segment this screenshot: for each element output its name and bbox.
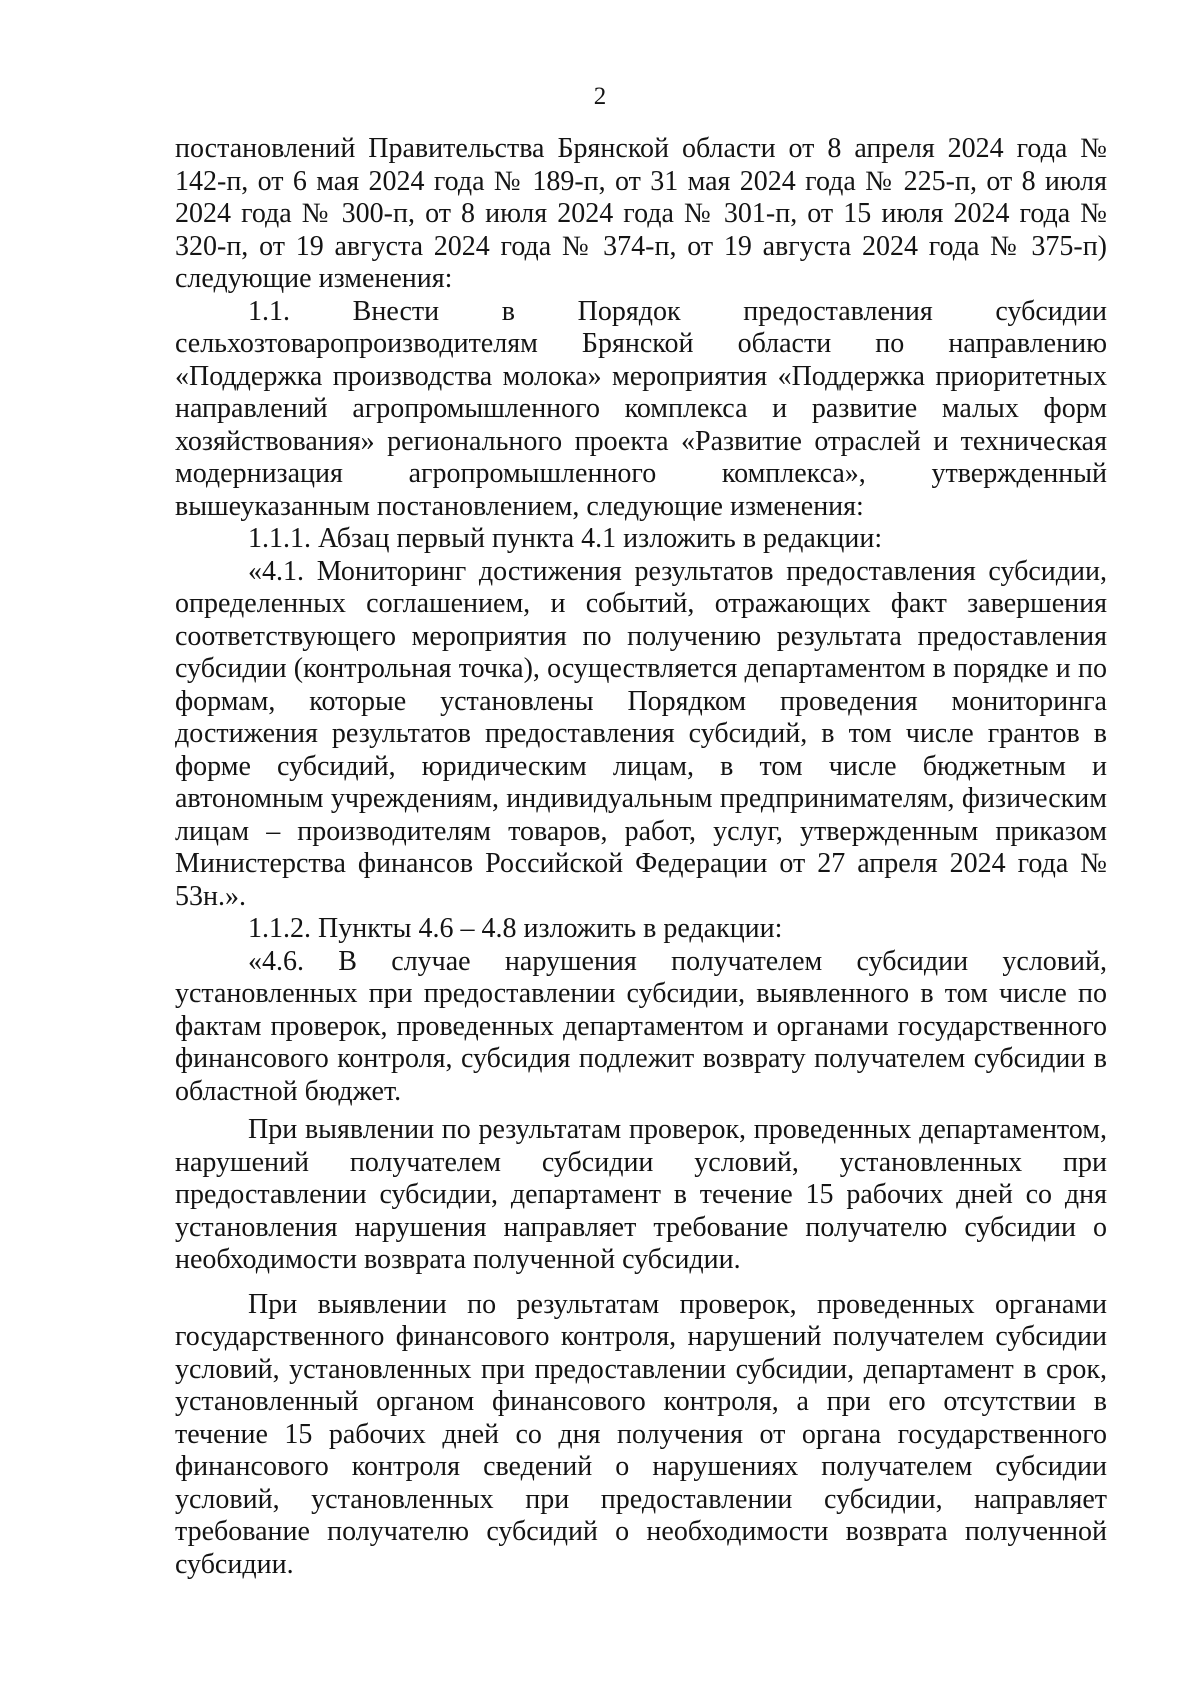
page-number: 2 [593, 83, 607, 110]
paragraph-item-4-6: «4.6. В случае нарушения получателем субсидии условий, установленных при предоставлении субсидии, выявленного в том числе по фактам проверок, проведенных департаментом и органами государственного финансового контроля, субсидия подлежит возврату получателем субсидии в областной бюджет. [175, 945, 1107, 1107]
paragraph-clause-1-1-1: 1.1.1. Абзац первый пункта 4.1 изложить в редакции: [248, 523, 883, 554]
document-body [175, 133, 1107, 1581]
paragraph-financial-control-violations: При выявлении по результатам проверок, проведенных органами государственного финансового контроля, нарушений получателем субсидии условий, установленных при предоставлении субсидии, департамент в срок, установленный органом финансового контроля, а при его отсутствии в течение 15 рабочих дней со дня получения от органа государственного финансового контроля сведений о нарушениях получателем субсидии условий, установленных при предоставлении субсидии, направляет требование получателю субсидий о необходимости возврата полученной субсидии. [175, 1288, 1107, 1580]
paragraph-clause-1-1: 1.1. Внести в Порядок предоставления субсидии сельхозтоваропроизводителям Брянской области по направлению «Поддержка производства молока» мероприятия «Поддержка приоритетных направлений агропромышленного комплекса и развитие малых форм хозяйствования» регионального проекта «Развитие отраслей и техническая модернизация агропромышленного комплекса», утвержденный вышеуказанным постановлением, следующие изменения: [175, 295, 1107, 522]
paragraph-preamble-continuation: постановлений Правительства Брянской области от 8 апреля 2024 года № 142-п, от 6 мая 2024 года № 189-п, от 31 мая 2024 года № 225-п, от 8 июля 2024 года № 300-п, от 8 июля 2024 года № 301-п, от 15 июля 2024 года № 320-п, от 19 августа 2024 года № 374-п, от 19 августа 2024 года № 375-п) следующие изменения: [175, 133, 1107, 294]
paragraph-department-violations: При выявлении по результатам проверок, проведенных департаментом, нарушений получателем субсидии условий, установленных при предоставлении субсидии, департамент в течение 15 рабочих дней со дня установления нарушения направляет требование получателю субсидии о необходимости возврата полученной субсидии. [175, 1114, 1107, 1275]
paragraph-clause-1-1-2: 1.1.2. Пункты 4.6 – 4.8 изложить в редакции: [248, 913, 783, 944]
paragraph-item-4-1: «4.1. Мониторинг достижения результатов предоставления субсидии, определенных соглашением, и событий, отражающих факт завершения соответствующего мероприятия по получению результата предоставления субсидии (контрольная точка), осуществляется департаментом в порядке и по формам, которые установлены Порядком проведения мониторинга достижения результатов предоставления субсидий, в том числе грантов в форме субсидий, юридическим лицам, в том числе бюджетным и автономным учреждениям, индивидуальным предпринимателям, физическим лицам – производителям товаров, работ, услуг, утвержденным приказом Министерства финансов Российской Федерации от 27 апреля 2024 года № 53н.». [175, 555, 1107, 912]
